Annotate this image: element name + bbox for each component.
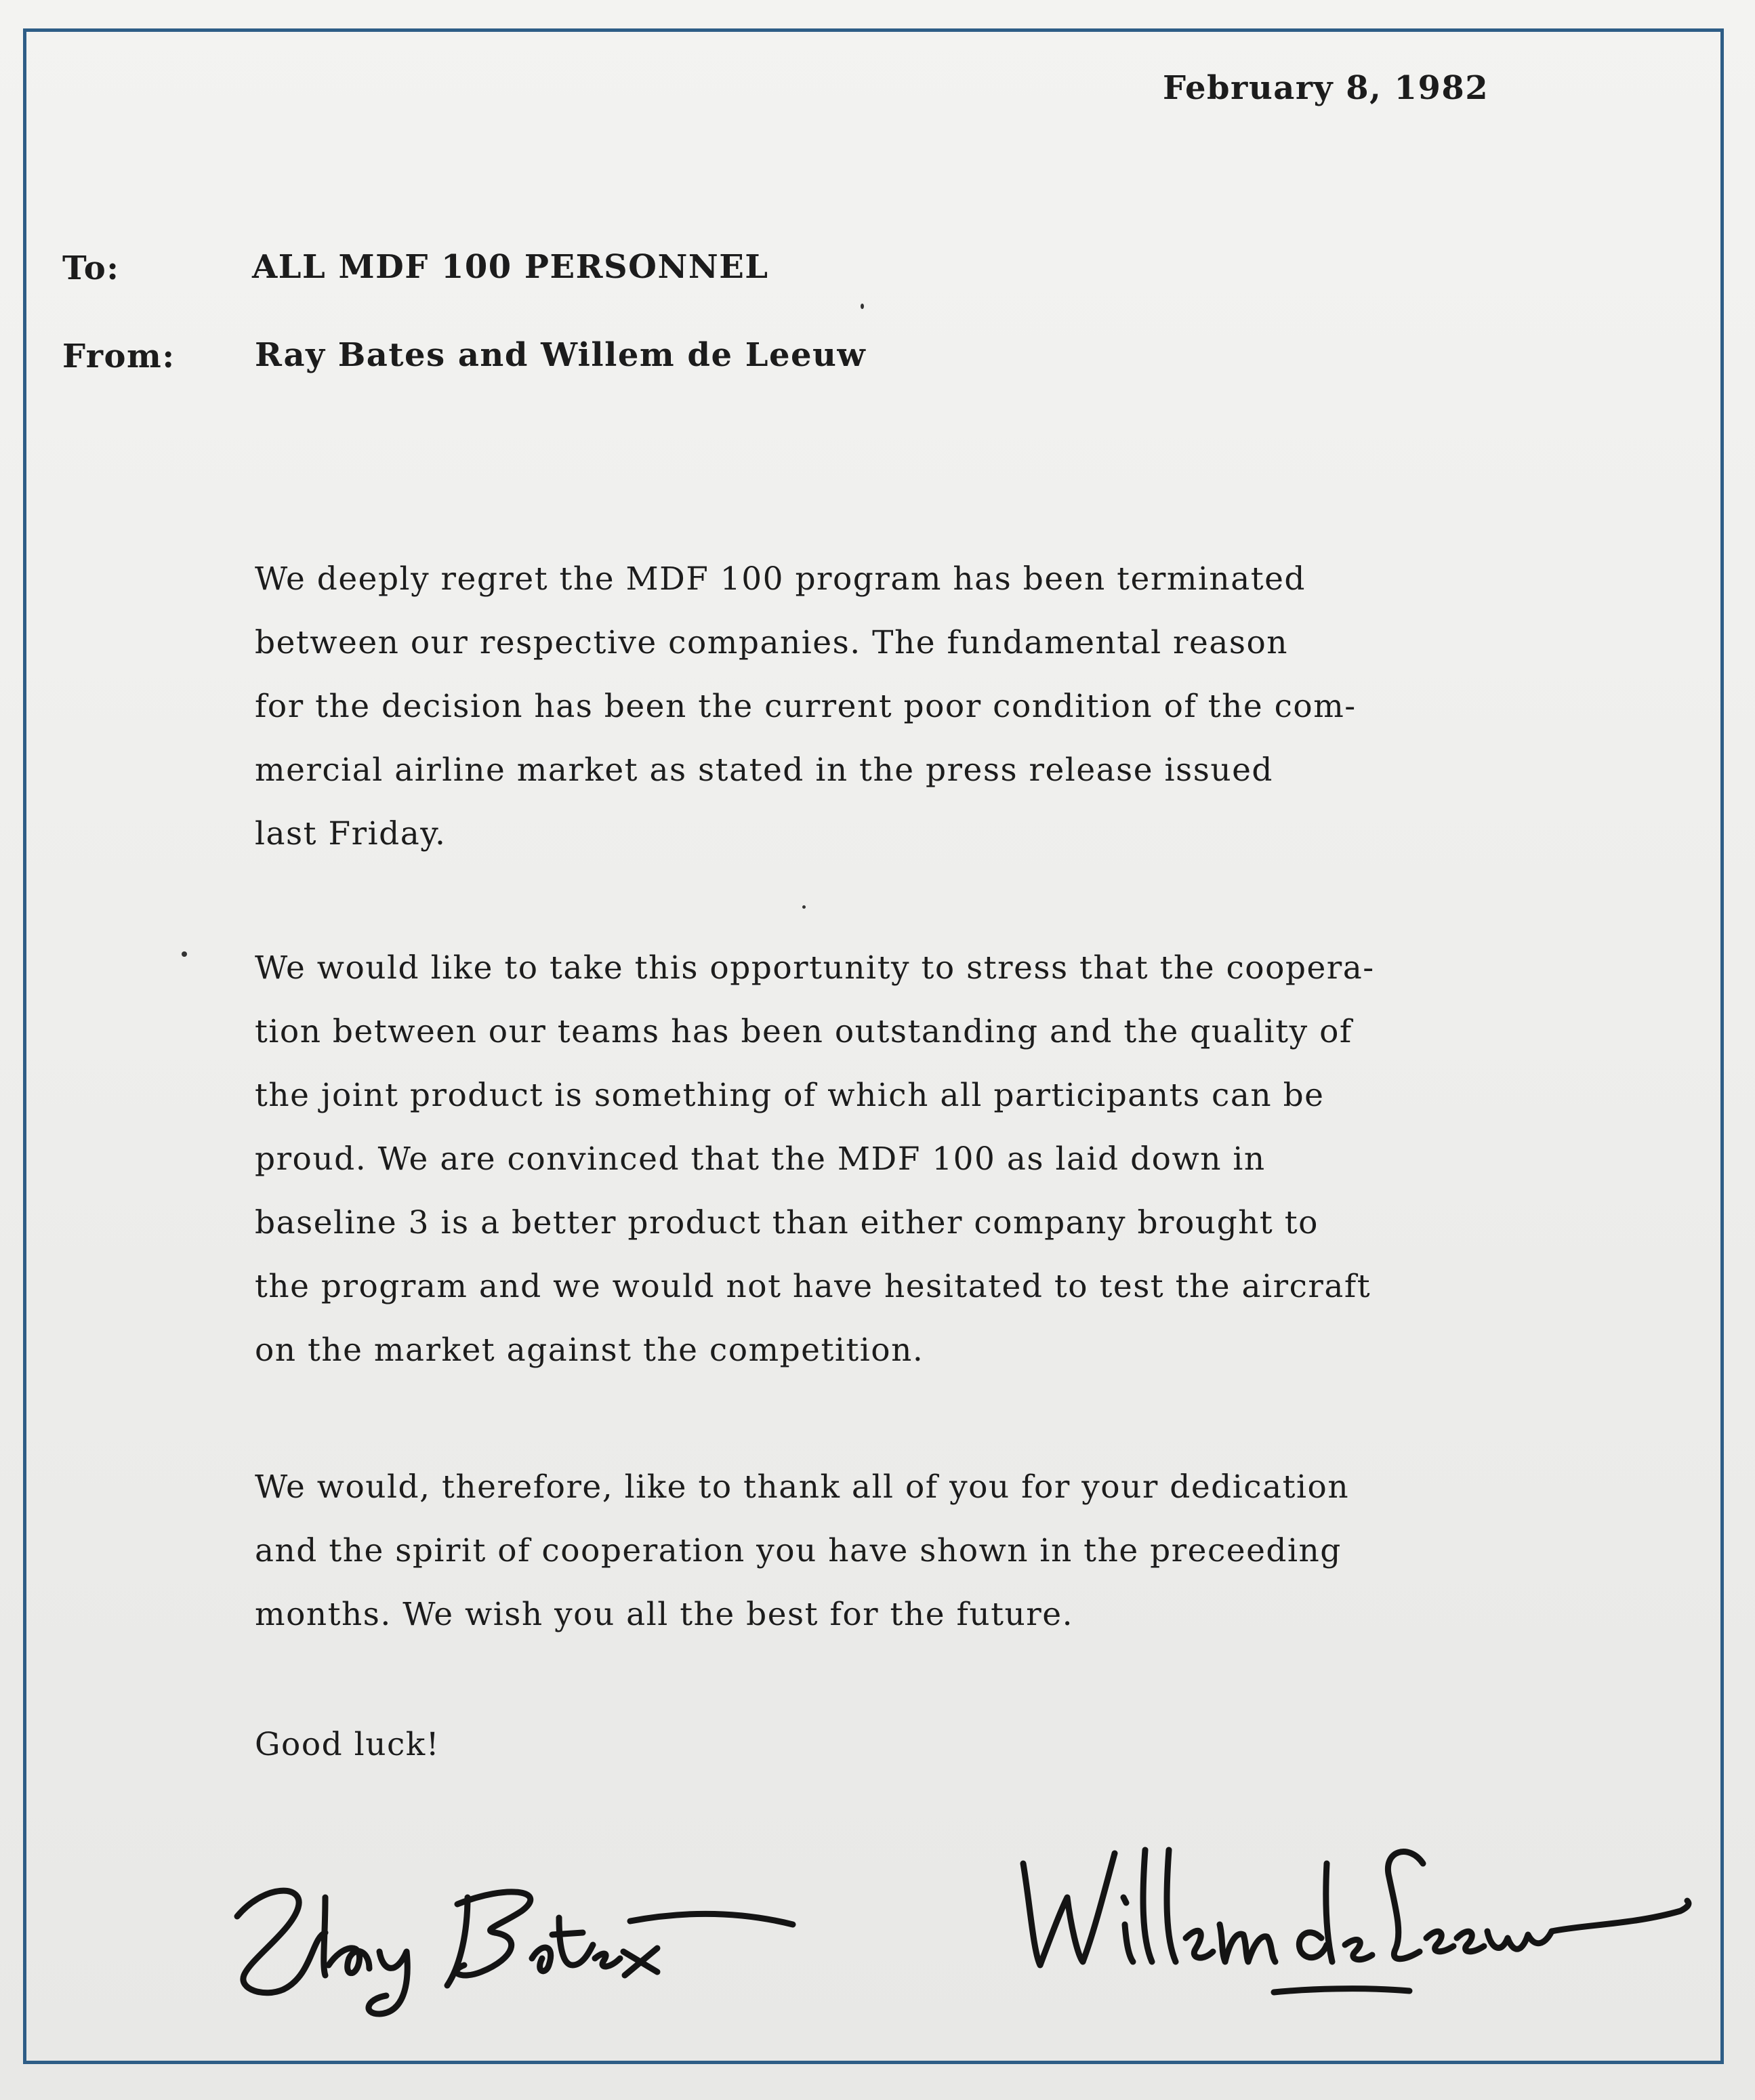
body-line: last Friday.: [255, 815, 447, 852]
body-line: We deeply regret the MDF 100 program has been terminated: [255, 560, 1306, 598]
closing-line: [255, 1713, 1515, 1777]
body-line: for the decision has been the current poor condition of the com-: [255, 688, 1357, 725]
from-senders: Ray Bates and Willem de Leeuw: [255, 336, 867, 374]
to-recipients: ALL MDF 100 PERSONNEL: [252, 248, 769, 286]
body-line: months. We wish you all the best for the future.: [255, 1596, 1074, 1633]
body-line: the joint product is something of which all participants can be: [255, 1077, 1325, 1114]
signature-willem-de-leeuw: [1003, 1823, 1708, 2019]
from-label: From:: [62, 337, 176, 375]
body-line: We would like to take this opportunity to stress that the coopera-: [255, 949, 1375, 987]
body-line: tion between our teams has been outstanding and the quality of: [255, 1013, 1353, 1050]
body-line: between our respective companies. The fundamental reason: [255, 624, 1289, 661]
paper-speck: [861, 304, 864, 309]
paragraph-cooperation: [255, 936, 1515, 1382]
paragraph-thanks: [255, 1456, 1515, 1647]
body-line: baseline 3 is a better product than either company brought to: [255, 1204, 1319, 1241]
paper-speck: [802, 905, 806, 909]
body-line: mercial airline market as stated in the press release issued: [255, 752, 1273, 789]
body-line: We would, therefore, like to thank all of you for your dedication: [255, 1468, 1350, 1506]
paragraph-termination: [255, 548, 1515, 866]
body-line: on the market against the competition.: [255, 1332, 924, 1369]
body-line: the program and we would not have hesitated to test the aircraft: [255, 1268, 1371, 1305]
paper-speck: [182, 951, 187, 957]
to-label: To:: [62, 249, 120, 287]
body-line: and the spirit of cooperation you have shown in the preceeding: [255, 1532, 1342, 1569]
signature-ray-bates: [224, 1857, 806, 2019]
letter-date: February 8, 1982: [1163, 69, 1489, 107]
body-line: proud. We are convinced that the MDF 100 as laid down in: [255, 1140, 1266, 1178]
closing-text: Good luck!: [255, 1726, 440, 1763]
